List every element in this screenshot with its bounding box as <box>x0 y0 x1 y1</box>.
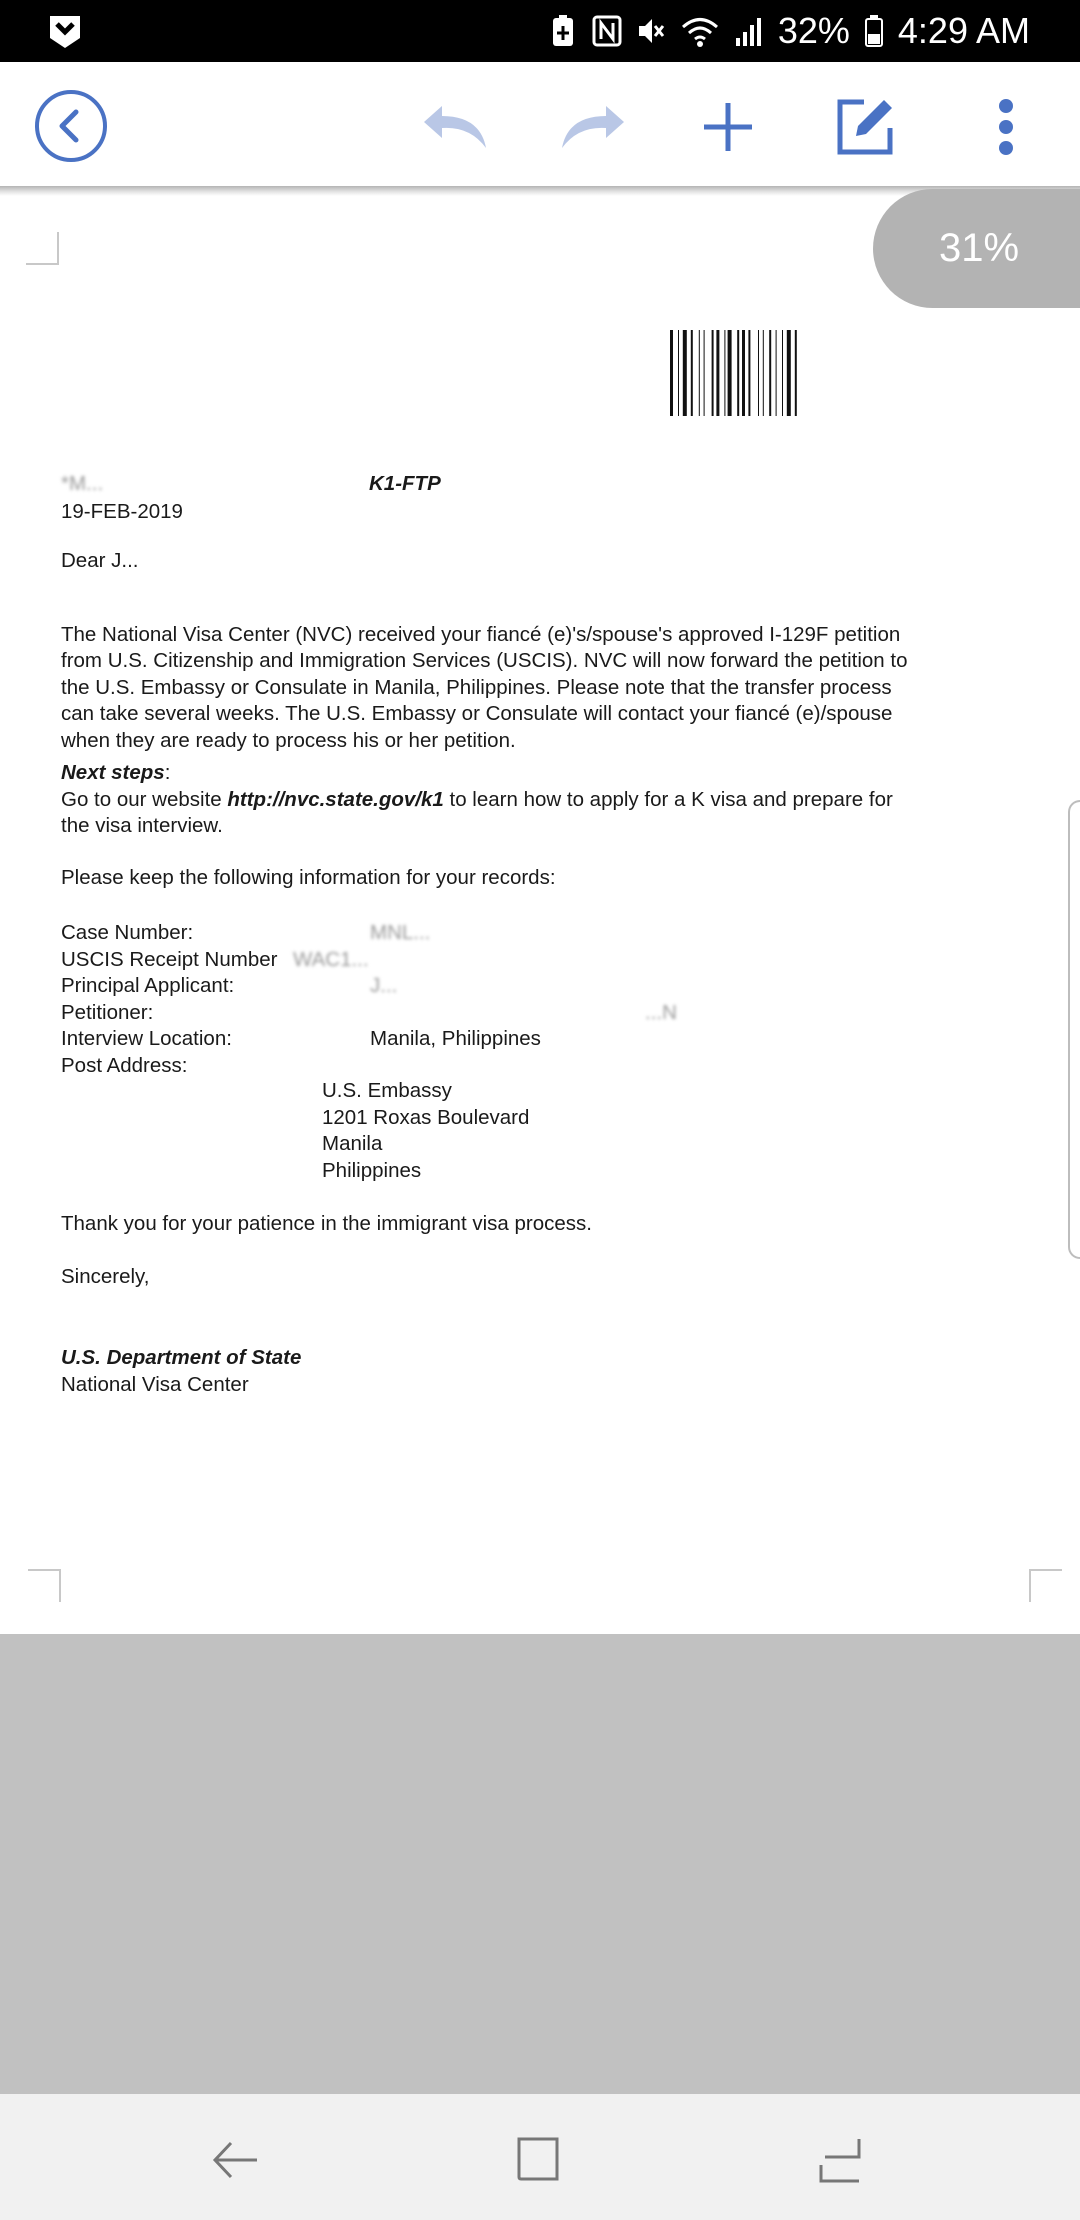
document-page[interactable] <box>0 196 1080 1634</box>
next-steps-heading: Next steps <box>61 761 165 784</box>
back-button[interactable] <box>33 88 109 164</box>
letter-date: 19-FEB-2019 <box>61 500 183 523</box>
receipt-number-row <box>61 947 761 974</box>
barcode-bar <box>678 330 679 416</box>
navigation-bar <box>0 2094 1080 2220</box>
address-line: U.S. Embassy <box>322 1079 452 1102</box>
add-button[interactable] <box>688 92 768 162</box>
barcode-bar <box>670 330 673 416</box>
empty-canvas-area <box>0 1634 1080 2094</box>
home-square-icon <box>513 2135 563 2185</box>
next-steps-colon: : <box>164 761 171 784</box>
next-steps-section <box>61 760 921 840</box>
petitioner-value: ...N <box>645 1000 677 1024</box>
redo-button[interactable] <box>552 92 632 162</box>
barcode-bar <box>737 330 739 416</box>
shield-icon <box>46 12 84 50</box>
petitioner-row <box>61 1000 761 1027</box>
barcode-bar <box>699 330 700 416</box>
barcode-bar <box>716 330 719 416</box>
mute-icon <box>636 14 666 48</box>
barcode-bar <box>728 330 732 416</box>
nav-back-button[interactable] <box>206 2132 266 2188</box>
case-number-row <box>61 920 761 947</box>
redo-icon <box>556 102 628 152</box>
back-arrow-icon <box>211 2137 261 2183</box>
barcode-bar <box>712 330 714 416</box>
wifi-icon <box>680 14 720 48</box>
principal-applicant-value: J... <box>370 974 398 997</box>
recipient-name: *M... <box>61 472 104 495</box>
case-number-value: MNL... <box>370 921 431 944</box>
department-name: U.S. Department of State <box>61 1346 302 1369</box>
barcode-bar <box>787 330 791 416</box>
barcode-bar <box>776 330 777 416</box>
case-info-table <box>61 920 761 1079</box>
interview-location-label: Interview Location: <box>61 1027 232 1050</box>
barcode-bar <box>704 330 705 416</box>
more-vertical-icon <box>996 97 1016 157</box>
next-steps-post: to learn how to apply for a K visa and prepare for the visa interview. <box>61 787 893 837</box>
reference-code: K1-FTP <box>369 472 441 495</box>
barcode-bar <box>795 330 797 416</box>
battery-icon <box>864 14 884 48</box>
zoom-level-badge <box>873 189 1080 308</box>
barcode-bar <box>691 330 693 416</box>
barcode-bar <box>769 330 771 416</box>
principal-applicant-row <box>61 973 761 1000</box>
clock: 4:29 AM <box>897 10 1030 51</box>
interview-location-row <box>61 1026 761 1053</box>
edit-button[interactable] <box>825 92 905 162</box>
thanks-text: Thank you for your patience in the immigrant visa process. <box>61 1212 592 1235</box>
salutation: Dear J... <box>61 549 139 572</box>
address-line: 1201 Roxas Boulevard <box>322 1105 530 1129</box>
nav-recent-button[interactable] <box>810 2132 870 2188</box>
post-address <box>322 1078 529 1184</box>
closing-text: Sincerely, <box>61 1265 150 1288</box>
interview-location-value: Manila, Philippines <box>370 1027 541 1050</box>
signature-block <box>61 1345 301 1398</box>
status-bar <box>0 0 1080 62</box>
edit-icon <box>834 96 896 158</box>
address-line: Manila <box>322 1132 383 1155</box>
recent-apps-icon <box>815 2135 865 2185</box>
more-options-button[interactable] <box>966 92 1046 162</box>
back-circle-icon <box>33 88 109 164</box>
center-name: National Visa Center <box>61 1372 249 1396</box>
post-address-row <box>61 1053 761 1080</box>
zoom-level-text: 31% <box>939 226 1020 270</box>
petitioner-label: Petitioner: <box>61 1000 154 1024</box>
barcode-bar <box>683 330 687 416</box>
editor-toolbar <box>0 62 1080 186</box>
next-steps-pre: Go to our website <box>61 787 228 811</box>
case-number-label: Case Number: <box>61 921 194 944</box>
crop-corner-top-left <box>26 232 60 266</box>
crop-corner-bottom-right <box>1028 1568 1062 1602</box>
nfc-icon <box>592 14 622 48</box>
nav-home-button[interactable] <box>508 2132 568 2188</box>
nvc-website-link[interactable]: http://nvc.state.gov/k1 <box>227 787 444 811</box>
barcode-bar <box>724 330 725 416</box>
plus-icon <box>700 99 756 155</box>
receipt-number-label: USCIS Receipt Number <box>61 947 278 971</box>
principal-applicant-label: Principal Applicant: <box>61 974 235 997</box>
barcode-bar <box>748 330 750 416</box>
undo-button[interactable] <box>416 92 496 162</box>
post-address-label: Post Address: <box>61 1053 188 1077</box>
undo-icon <box>420 102 492 152</box>
receipt-number-value: WAC1... <box>293 947 369 971</box>
scroll-handle[interactable] <box>1068 800 1080 1259</box>
barcode-bar <box>782 330 783 416</box>
barcode-bar <box>763 330 764 416</box>
body-paragraph: The National Visa Center (NVC) received your fiancé (e)'s/spouse's approved I-129F petition from U.S. Citizenship and Immigration Services (USCIS). NVC will now forward the petition to the U.S. Embassy or Consulate in Manila, Philippines. Please note that the transfer process can take several weeks. The U.S. Embassy or Consulate will contact your fiancé (e)/spouse when they are ready to process his or her petition. <box>61 622 908 752</box>
keep-info-text: Please keep the following information for your records: <box>61 866 556 889</box>
crop-corner-bottom-left <box>28 1568 62 1602</box>
battery-saver-icon <box>548 14 578 48</box>
barcode-bar <box>742 330 745 416</box>
address-line: Philippines <box>322 1158 422 1182</box>
barcode-bar <box>758 330 759 416</box>
signal-icon <box>734 14 764 48</box>
battery-percent: 32% <box>777 10 850 51</box>
barcode <box>670 330 918 416</box>
